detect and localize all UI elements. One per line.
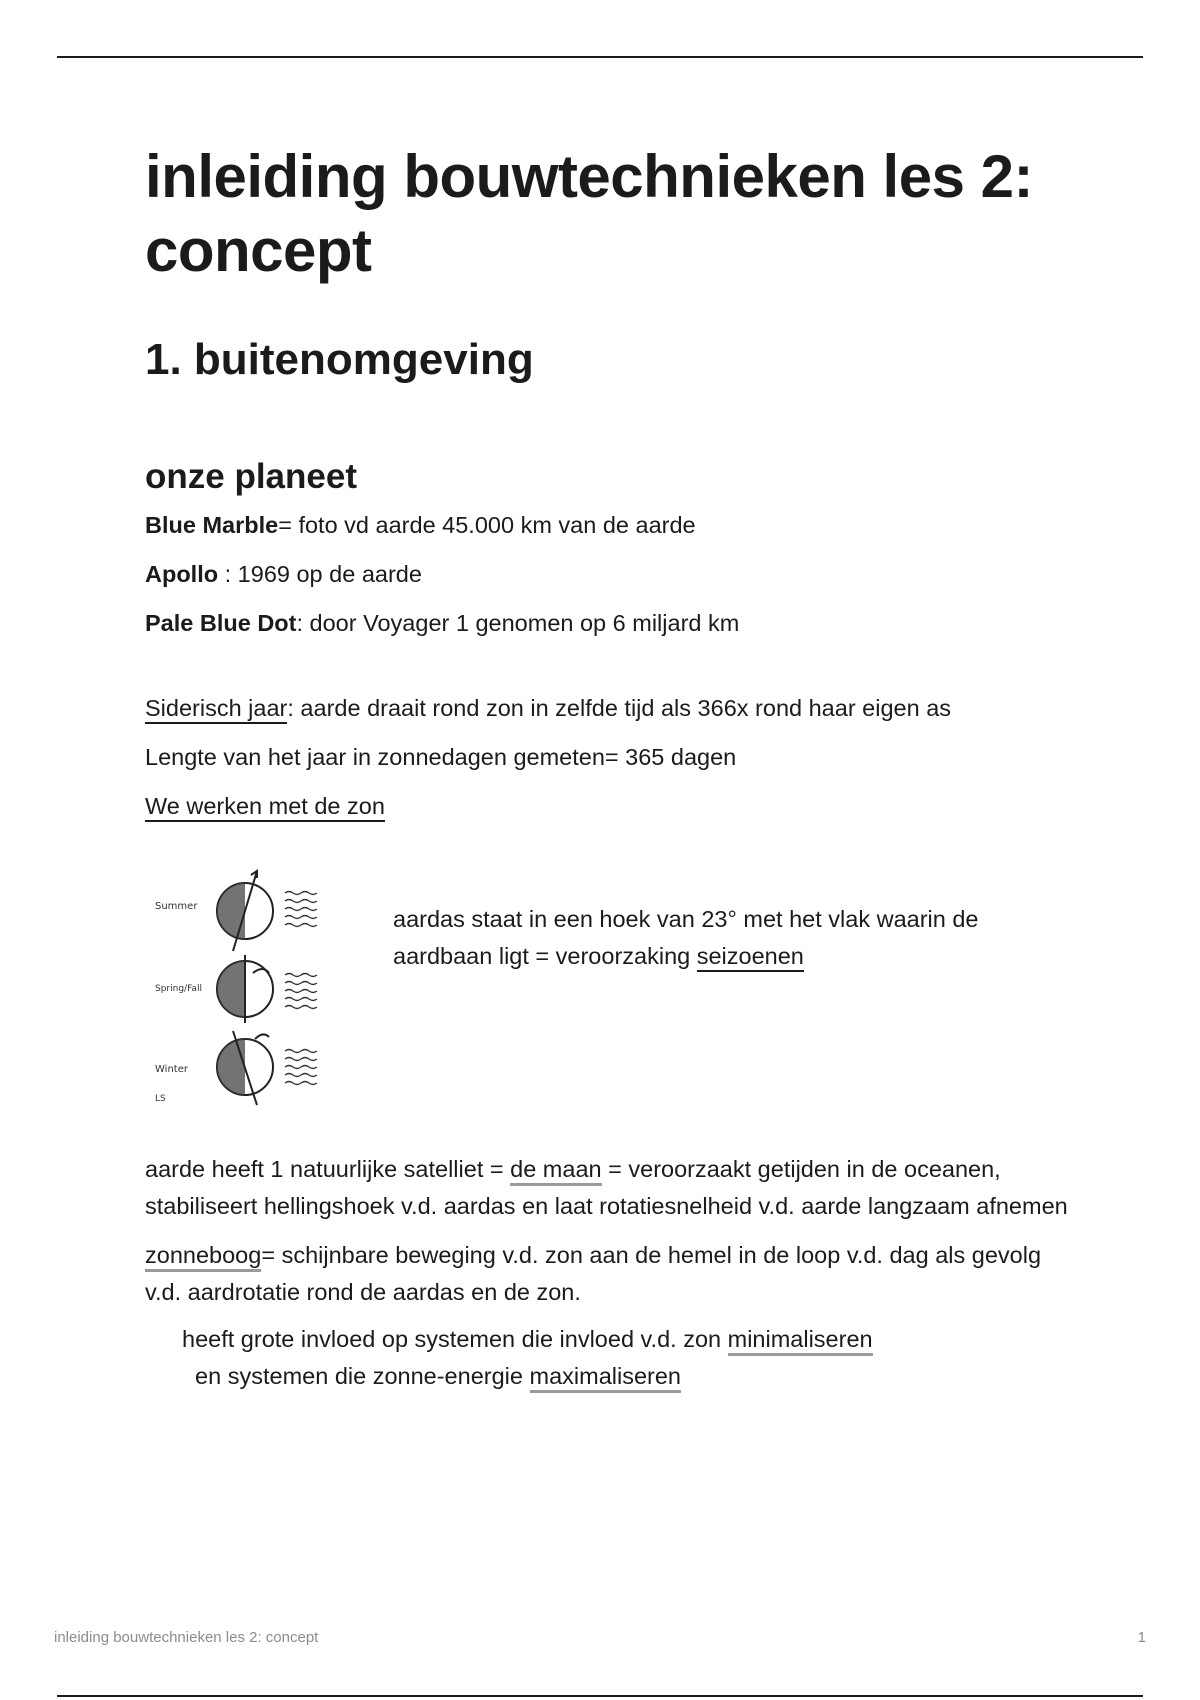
top-rule [57,56,1143,58]
definition-text: : 1969 op de aarde [218,561,422,587]
zon-text: We werken met de zon [145,793,385,822]
maan-after: = veroorzaakt getijden in de oceanen, stabiliseert hellingshoek v.d. aardas en laat rotatiesnelheid v.d. aarde langzaam afnemen [145,1156,1068,1219]
link-maximaliseren: maximaliseren [530,1363,682,1393]
term-pale-blue-dot: Pale Blue Dot [145,610,297,636]
term-apollo: Apollo [145,561,219,587]
globe-spring-fall-icon [217,955,273,1023]
link-de-maan: de maan [510,1156,601,1186]
definition-text: = foto vd aarde 45.000 km van de aarde [278,512,696,538]
section-heading: 1. buitenomgeving [145,335,534,384]
term-siderisch-jaar: Siderisch jaar [145,695,287,724]
siderisch-paragraph [145,690,1075,727]
maan-paragraph [145,1151,1075,1225]
zonneboog-text: = schijnbare beweging v.d. zon aan de hemel in de loop v.d. dag als gevolg v.d. aardrotatie rond de aardas en de zon. [145,1242,1042,1305]
zon-paragraph [145,788,1075,825]
globe-summer-icon [217,871,273,951]
lengte-paragraph: Lengte van het jaar in zonnedagen gemeten= 365 dagen [145,744,737,770]
link-seizoenen: seizoenen [697,943,804,972]
definition-pale-blue-dot [145,605,1075,642]
label-summer: Summer [155,901,198,912]
bottom-rule [57,1695,1143,1697]
definition-apollo [145,556,1075,593]
siderisch-text: : aarde draait rond zon in zelfde tijd als 366x rond haar eigen as [287,695,952,721]
invloed-before: heeft grote invloed op systemen die invloed v.d. zon [182,1326,728,1352]
seasons-row [145,869,1075,1109]
label-winter: Winter [155,1064,188,1075]
sun-rays-icon [285,892,317,1085]
invloed-middle: en systemen die zonne-energie [182,1363,530,1389]
seasons-figure [145,869,335,1109]
page-content [145,140,1075,1395]
footer-title: inleiding bouwtechnieken les 2: concept [54,1629,319,1646]
subsection-heading: onze planeet [145,457,357,496]
definition-blue-marble [145,507,1075,544]
maan-before: aarde heeft 1 natuurlijke satelliet = [145,1156,511,1182]
label-spring-fall: Spring/Fall [155,984,202,994]
page-number: 1 [1137,1629,1146,1646]
label-corner: LS [155,1094,166,1104]
page-footer [54,1629,1146,1646]
zonneboog-paragraph [145,1237,1075,1311]
aardas-paragraph [393,901,1053,975]
invloed-paragraph [145,1321,1075,1395]
link-minimaliseren: minimaliseren [728,1326,873,1356]
page-title: inleiding bouwtechnieken les 2: concept [145,143,1033,284]
term-blue-marble: Blue Marble [145,512,279,538]
term-zonneboog: zonneboog [145,1242,261,1272]
aardas-text: aardas staat in een hoek van 23° met het vlak waarin de aardbaan ligt = veroorzaking [393,906,979,969]
definition-text: : door Voyager 1 genomen op 6 miljard km [296,610,740,636]
globe-winter-icon [217,1031,273,1105]
